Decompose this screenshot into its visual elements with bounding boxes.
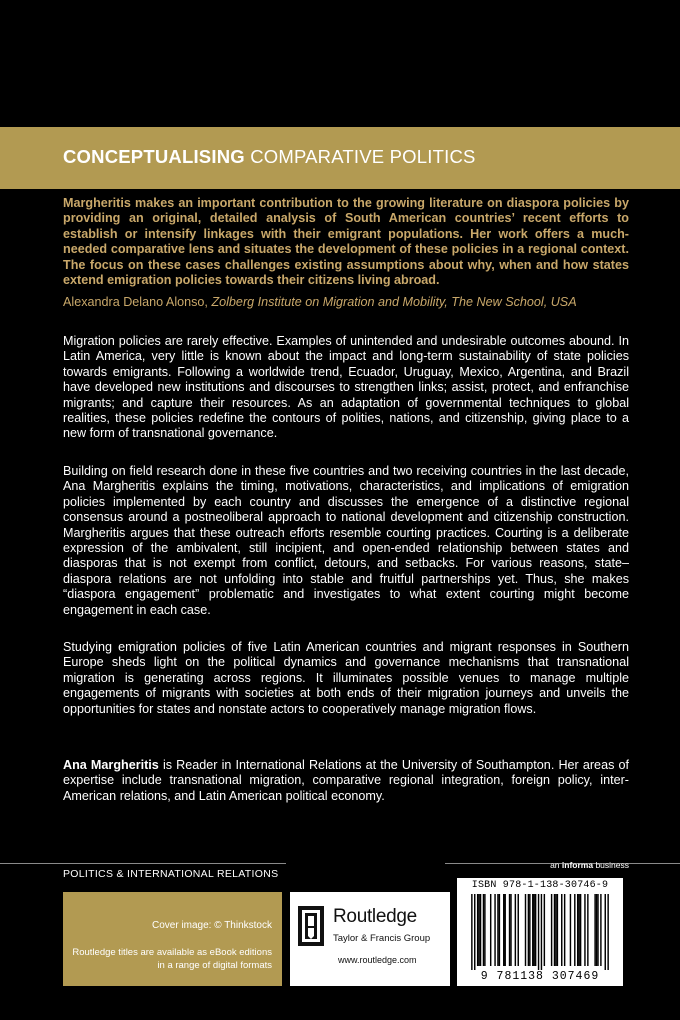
series-title-bold: CONCEPTUALISING <box>63 146 245 167</box>
divider-left <box>0 863 286 864</box>
barcode-bar <box>510 894 511 966</box>
barcode-bar <box>525 894 526 966</box>
publisher-logo-box <box>290 892 450 986</box>
series-title-light: COMPARATIVE POLITICS <box>250 146 476 167</box>
informa-prefix: an <box>550 860 562 870</box>
publisher-url[interactable]: www.routledge.com <box>338 955 417 965</box>
barcode-box <box>457 878 623 986</box>
barcode-bar <box>607 894 608 970</box>
barcode-bar <box>564 894 565 966</box>
barcode-bar <box>528 894 529 966</box>
barcode-bar <box>597 894 598 966</box>
barcode-bar <box>504 894 505 966</box>
barcode-bar <box>503 894 504 966</box>
blurb-paragraph-2: Building on field research done in these five countries and two receiving countries in the last decade, Ana Margheritis explains the timing, motivations, characteristics, and implications of emigration policies implemented by each country and discusses the emergence of a distinctive regional consensus around a postneoliberal approach to national development and citizenship construction. Margheritis argues that these outreach efforts resemble courting practices. Courting is a deliberate expression of the ambivalent, still incipient, and open-ended relationship between states and diasporas that is not exempt from conflict, detours, and setbacks. For various reasons, state–diaspora relations are not unfolding into stable and fruitful partnerships yet. Thus, she makes “diaspora engagement” problematic and investigates to what extent courting might become engagement in each case. <box>63 464 629 617</box>
barcode-bar <box>555 894 556 966</box>
blurb-paragraph-1: Migration policies are rarely effective. Examples of unintended and undesirable outcomes abound. In Latin America, very little is known about the impact and long-term sustainability of state policies towards emigrants. Following a worldwide trend, Ecuador, Uruguay, Mexico, Argentina, and Brazil have developed new institutions and discourses to strengthen links; assist, protect, and enfranchise migrants; and capture their resources. As an adaptation of governmental techniques to global realities, these policies redefine the contours of polities, nations, and citizenship, giving place to a new form of transnational governance. <box>63 334 629 441</box>
author-bio <box>63 758 629 804</box>
routledge-logo-icon <box>298 906 324 946</box>
cover-info-box <box>63 892 282 986</box>
barcode-bar <box>494 894 495 966</box>
barcode-bar <box>570 894 571 966</box>
barcode-bar <box>557 894 558 966</box>
barcode-bar <box>578 894 579 966</box>
barcode-bar <box>471 894 472 970</box>
barcode-bar <box>605 894 606 970</box>
barcode-bar <box>484 894 485 966</box>
barcode-bar <box>535 894 536 966</box>
barcode-bar <box>533 894 534 966</box>
barcode-bar <box>490 894 491 966</box>
barcode-bar <box>483 894 484 966</box>
barcode-bar <box>580 894 581 966</box>
subject-category: POLITICS & INTERNATIONAL RELATIONS <box>63 868 279 880</box>
barcode-bar <box>478 894 479 966</box>
endorsement-quote: Margheritis makes an important contribution to the growing literature on diaspora policies by providing an original, detailed analysis of South American countries’ recent efforts to establish or intensify linkages with their emigrant populations. Her work offers a much-needed comparative lens and situates the development of these policies in a regional context. The focus on these cases challenges existing assumptions about why, when and how states extend emigration policies towards their citizens living abroad. <box>63 196 629 288</box>
ebook-note: Routledge titles are available as eBook editions in a range of digital formats <box>72 947 272 971</box>
cover-credit: Cover image: © Thinkstock <box>151 920 272 931</box>
publisher-name: Routledge <box>333 906 417 927</box>
barcode-bar <box>544 894 545 966</box>
endorser-name: Alexandra Delano Alonso, <box>63 295 208 309</box>
barcode-bar <box>532 894 533 966</box>
barcode-digits: 9 781138 307469 <box>480 970 600 983</box>
barcode-bar <box>515 894 516 966</box>
informa-tagline <box>550 860 629 870</box>
blurb-paragraph-3: Studying emigration policies of five Latin American countries and migrant responses in Southern Europe sheds light on the political dynamics and governance mechanisms that transnational migration is generating across regions. It illuminates possible venues to manage multiple engagements of migrants with societies at both ends of their migration journeys and unveils the opportunities for states and nonstate actors to cooperatively manage migration flows. <box>63 640 629 716</box>
author-bio-text: is Reader in International Relations at the University of Southampton. Her areas of expertise include transnational migration, comparative regional integration, foreign policy, inter-American relations, and Latin American political economy. <box>63 758 629 803</box>
barcode-bar <box>541 894 542 970</box>
barcode-bar <box>480 894 481 966</box>
isbn-label: ISBN 978-1-138-30746-9 <box>471 880 609 891</box>
informa-brand: informa <box>561 860 594 870</box>
barcode-bar <box>499 894 500 966</box>
endorser-affiliation: Zolberg Institute on Migration and Mobility, The New School, USA <box>211 295 577 309</box>
barcode-bar <box>474 894 475 970</box>
barcode-bar <box>577 894 578 966</box>
barcode-bar <box>561 894 562 966</box>
series-title <box>63 146 476 168</box>
barcode-bar <box>574 894 575 966</box>
barcode-bar <box>497 894 498 966</box>
barcode-bar <box>596 894 597 966</box>
publisher-group: Taylor & Francis Group <box>333 933 431 944</box>
barcode-bar <box>509 894 510 966</box>
barcode-bar <box>600 894 601 966</box>
barcode-bar <box>538 894 539 970</box>
endorser <box>63 295 643 310</box>
barcode-bar <box>554 894 555 966</box>
barcode-bar <box>587 894 588 966</box>
barcode-bar <box>594 894 595 966</box>
barcode-bar <box>551 894 552 966</box>
author-name: Ana Margheritis <box>63 758 159 772</box>
barcode-bar <box>584 894 585 966</box>
barcode-bar <box>518 894 519 966</box>
barcode-bar <box>477 894 478 966</box>
informa-suffix: business <box>593 860 629 870</box>
barcode-bar <box>529 894 530 966</box>
